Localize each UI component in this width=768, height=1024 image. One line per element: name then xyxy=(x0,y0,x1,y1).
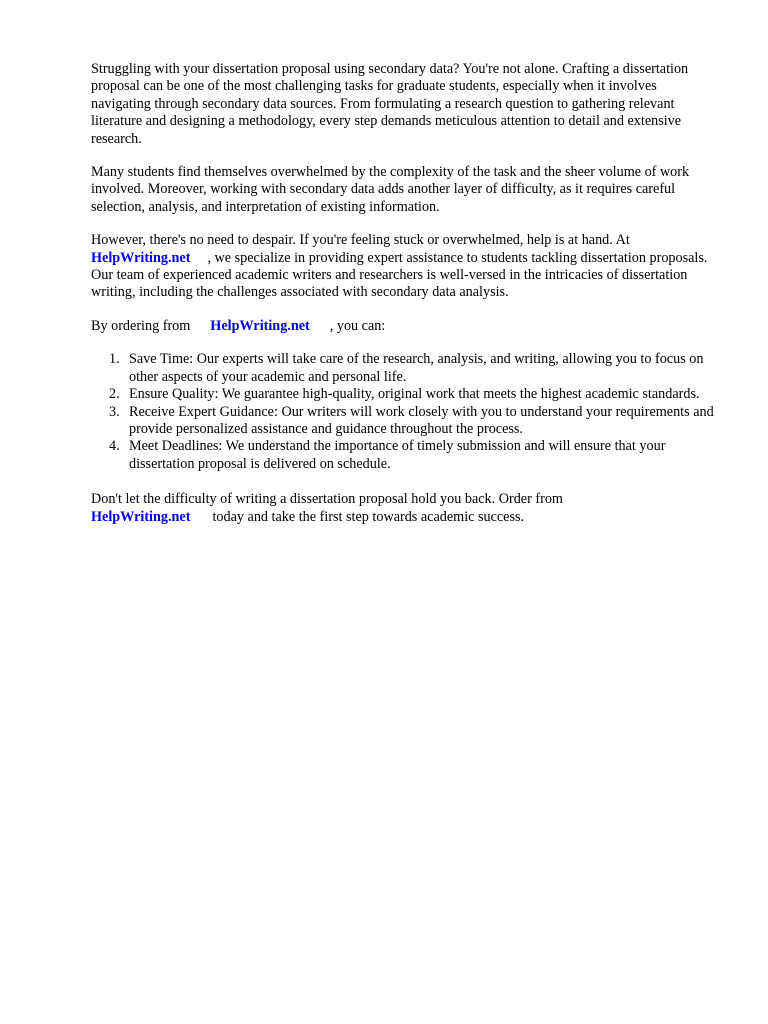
list-item-text: Receive Expert Guidance: Our writers will work closely with you to understand your requirements and provide personalized assistance and guidance throughout the process. xyxy=(129,403,714,437)
helpwriting-link[interactable]: HelpWriting.net xyxy=(91,249,191,266)
helpwriting-link[interactable]: HelpWriting.net xyxy=(91,508,191,525)
help-paragraph-text-after: , we specialize in providing expert assistance to students tackling dissertation proposals. Our team of experienced academic writers and researchers is well-versed in the intricacies of dissertation writing, including the challenges associated with secondary data analysis. xyxy=(91,249,708,301)
document-body xyxy=(91,61,717,526)
list-item-number: 1. xyxy=(109,351,120,368)
closing-text-before: Don't let the difficulty of writing a dissertation proposal hold you back. Order from xyxy=(91,491,563,508)
intro-paragraph: Struggling with your dissertation proposal using secondary data? You're not alone. Crafting a dissertation proposal can be one of the most challenging tasks for graduate students, especially when it involves navigating through secondary data sources. From formulating a research question to gathering relevant literature and designing a methodology, every step demands meticulous attention to detail and extensive research. xyxy=(91,61,689,147)
list-item-text: Meet Deadlines: We understand the importance of timely submission and will ensure that your dissertation proposal is delivered on schedule. xyxy=(129,438,666,472)
list-item-text: Ensure Quality: We guarantee high-quality, original work that meets the highest academic standards. xyxy=(129,386,700,403)
helpwriting-link[interactable]: HelpWriting.net xyxy=(210,317,310,334)
list-item-number: 3. xyxy=(109,403,120,420)
list-item-number: 4. xyxy=(109,438,120,455)
ordering-text-before: By ordering from xyxy=(91,317,191,334)
list-item-number: 2. xyxy=(109,386,120,403)
closing-paragraph xyxy=(91,491,717,526)
challenges-paragraph: Many students find themselves overwhelmed by the complexity of the task and the sheer volume of work involved. Moreover, working with secondary data adds another layer of difficulty, as it requires careful selection, analysis, and interpretation of existing information. xyxy=(91,164,690,215)
list-item xyxy=(91,386,717,403)
list-item-text: Save Time: Our experts will take care of the research, analysis, and writing, allowing you to focus on other aspects of your academic and personal life. xyxy=(129,351,704,385)
help-paragraph xyxy=(91,232,717,302)
ordering-text-after: , you can: xyxy=(329,317,386,334)
list-item xyxy=(91,351,717,386)
benefits-list xyxy=(91,351,717,473)
help-paragraph-text-before: However, there's no need to despair. If you're feeling stuck or overwhelmed, help is at hand. At xyxy=(91,232,630,249)
ordering-paragraph xyxy=(91,318,717,335)
closing-text-after: today and take the first step towards academic success. xyxy=(212,508,525,525)
list-item xyxy=(91,438,717,473)
list-item xyxy=(91,404,717,439)
